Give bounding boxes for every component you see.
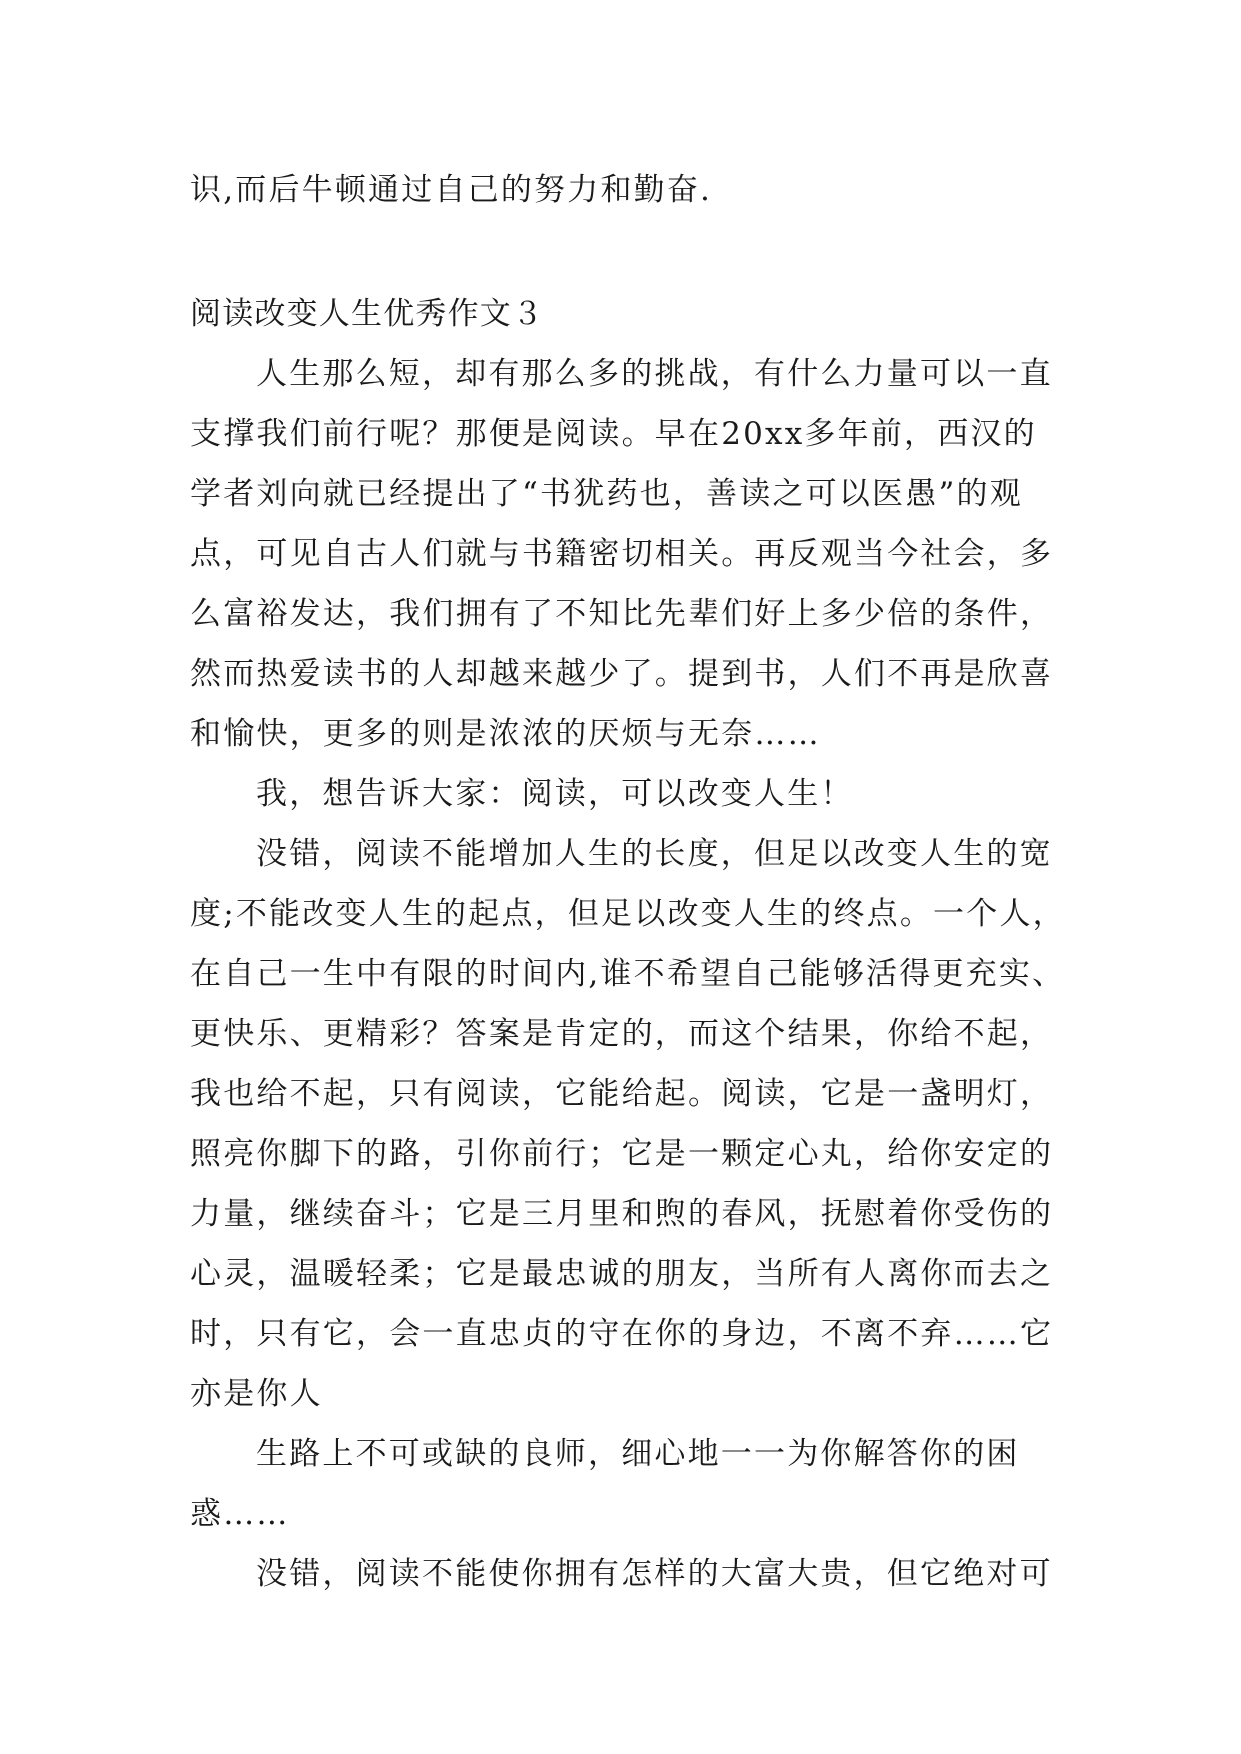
document-body xyxy=(190,160,1066,1604)
text-line: 在自己一生中有限的时间内,谁不希望自己能够活得更充实、 xyxy=(190,956,1066,992)
text-line: 惑…… xyxy=(190,1496,290,1532)
text-line: 支撑我们前行呢？那便是阅读。早在20xx多年前，西汉的 xyxy=(190,416,1037,452)
paragraph-gap xyxy=(190,220,1050,284)
text-line: 更快乐、更精彩？答案是肯定的，而这个结果，你给不起， xyxy=(190,1016,1054,1052)
text-line: 生路上不可或缺的良师，细心地一一为你解答你的困 xyxy=(256,1436,1020,1472)
text-line: 没错，阅读不能使你拥有怎样的大富大贵，但它绝对可 xyxy=(256,1556,1053,1592)
text-line: 我，想告诉大家：阅读，可以改变人生！ xyxy=(256,776,854,812)
text-line: 学者刘向就已经提出了“书犹药也，善读之可以医愚”的观 xyxy=(190,476,1023,512)
text-line: 点，可见自古人们就与书籍密切相关。再反观当今社会，多 xyxy=(190,536,1054,572)
text-line: 心灵，温暖轻柔；它是最忠诚的朋友，当所有人离你而去之 xyxy=(190,1256,1054,1292)
text-line: 么富裕发达，我们拥有了不知比先辈们好上多少倍的条件， xyxy=(190,596,1054,632)
text-line: 识,而后牛顿通过自己的努力和勤奋. xyxy=(190,172,713,208)
text-line: 照亮你脚下的路，引你前行；它是一颗定心丸，给你安定的 xyxy=(190,1136,1054,1172)
text-line: 度;不能改变人生的起点，但足以改变人生的终点。一个人， xyxy=(190,896,1066,932)
text-line: 力量，继续奋斗；它是三月里和煦的春风，抚慰着你受伤的 xyxy=(190,1196,1054,1232)
text-line: 亦是你人 xyxy=(190,1376,323,1412)
text-line: 时，只有它，会一直忠贞的守在你的身边，不离不弃……它 xyxy=(190,1316,1054,1352)
text-line: 和愉快，更多的则是浓浓的厌烦与无奈…… xyxy=(190,716,821,752)
section-title: 阅读改变人生优秀作文３ xyxy=(190,296,545,332)
text-line: 我也给不起，只有阅读，它能给起。阅读，它是一盏明灯， xyxy=(190,1076,1054,1112)
text-line: 然而热爱读书的人却越来越少了。提到书，人们不再是欣喜 xyxy=(190,656,1054,692)
text-line: 人生那么短，却有那么多的挑战，有什么力量可以一直 xyxy=(256,356,1053,392)
text-line: 没错，阅读不能增加人生的长度，但足以改变人生的宽 xyxy=(256,836,1053,872)
